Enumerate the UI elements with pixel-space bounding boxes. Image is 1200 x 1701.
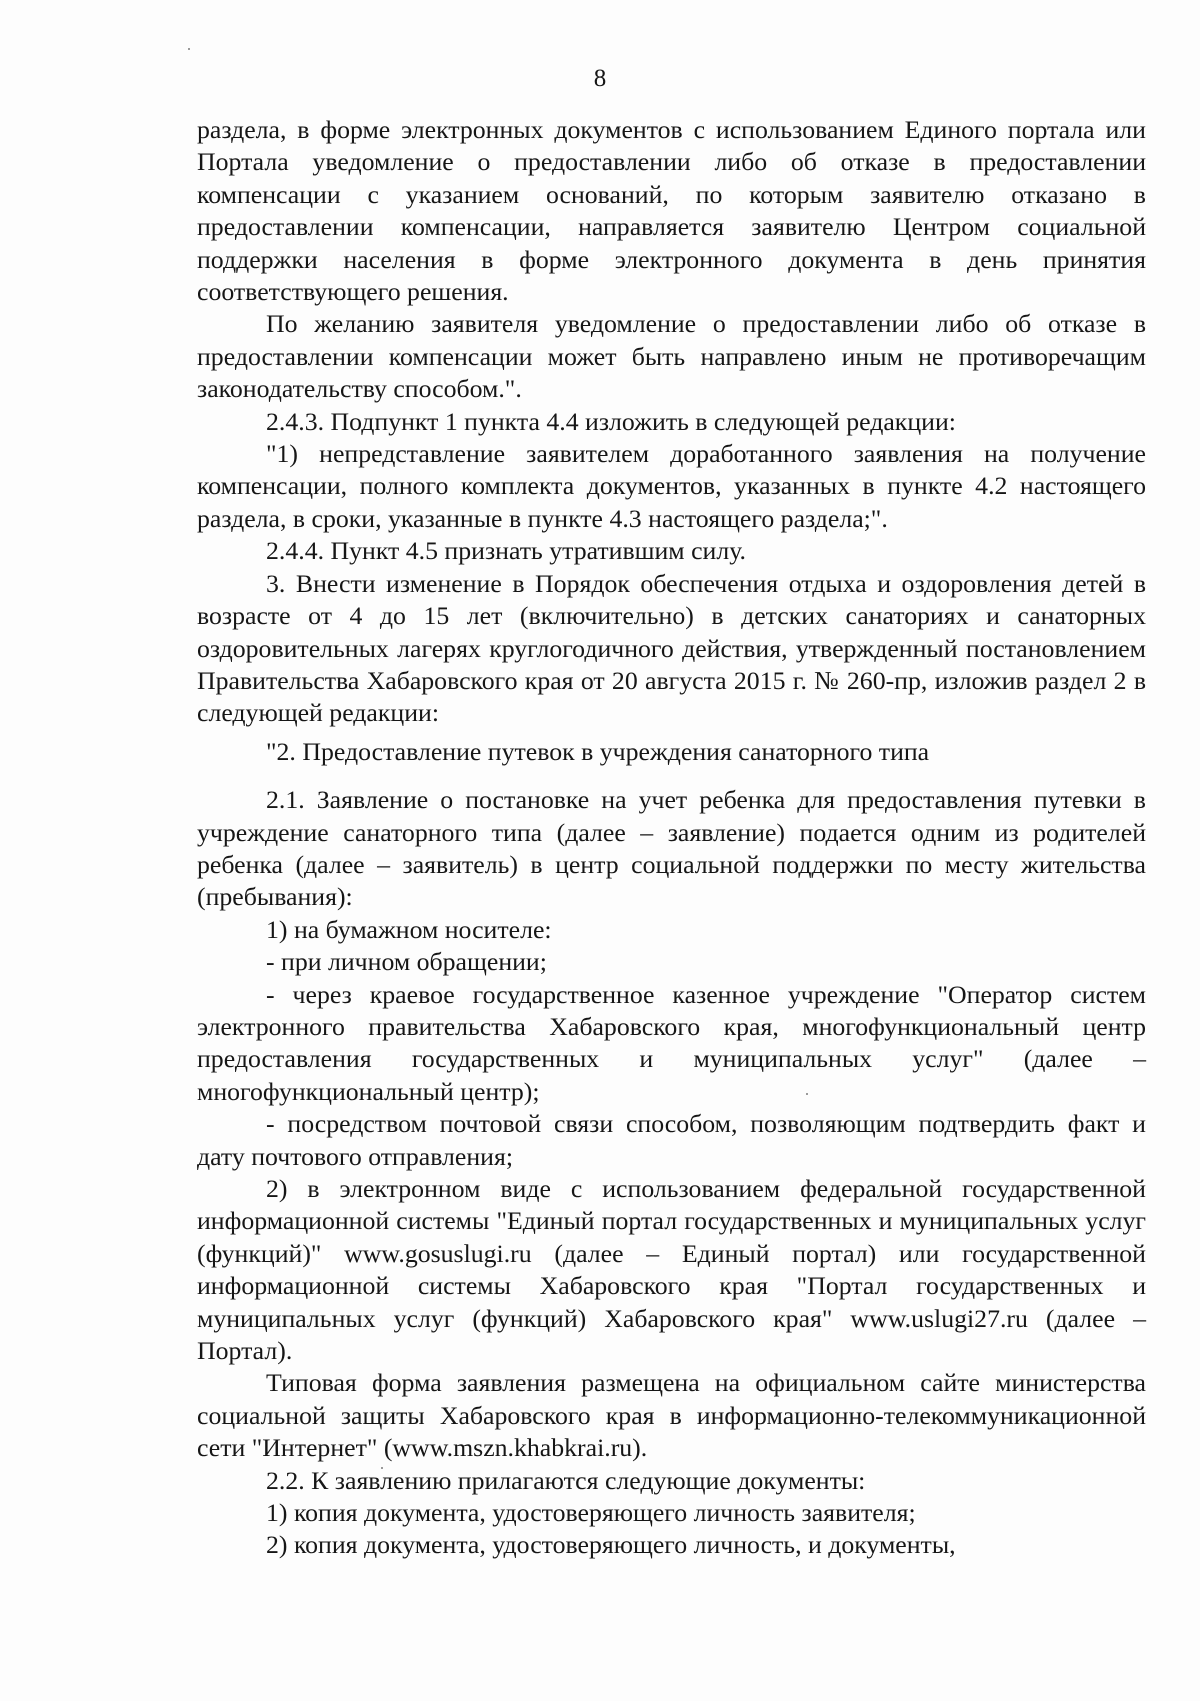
paragraph: 2.4.3. Подпункт 1 пункта 4.4 изложить в следующей редакции: — [266, 406, 956, 436]
page-number: 8 — [593, 65, 607, 92]
list-item: 2) копия документа, удостоверяющего личность, и документы, — [266, 1530, 956, 1560]
paragraph: "1) непредставление заявителем доработанного заявления на получение компенсации, полного комплекта документов, указанных в пункте 4.2 настоящего раздела, в сроки, указанные в пункте 4.3 настоящего раздела;". — [197, 439, 1146, 533]
list-item: - посредством почтовой связи способом, позволяющим подтвердить факт и дату почтового отправления; — [197, 1109, 1146, 1171]
list-item: - при личном обращении; — [266, 947, 547, 977]
list-item: - через краевое государственное казенное учреждение "Оператор систем электронного правительства Хабаровского края, многофункциональный центр предоставления государственных и муниципальных услуг" (далее – многофункциональный центр); — [197, 979, 1146, 1106]
scan-speck — [188, 48, 190, 50]
paragraph: 3. Внести изменение в Порядок обеспечения отдыха и оздоровления детей в возрасте от 4 до 15 лет (включительно) в детских санаториях и санаторных оздоровительных лагерях круглогодичного действия, утвержденный постановлением Правительства Хабаровского края от 20 августа 2015 г. № 260-пр, изложив раздел 2 в следующей редакции: — [197, 568, 1146, 728]
paragraph: По желанию заявителя уведомление о предоставлении либо об отказе в предоставлении компенсации может быть направлено иным не противоречащим законодательству способом.". — [197, 309, 1146, 404]
list-item: 1) копия документа, удостоверяющего личность заявителя; — [266, 1498, 916, 1528]
paragraph: 2.1. Заявление о постановке на учет ребенка для предоставления путевки в учреждение санаторного типа (далее – заявление) подается одним из родителей ребенка (далее – заявитель) в центр социальной поддержки по месту жительства (пребывания): — [197, 785, 1146, 912]
document-body — [197, 114, 1146, 1562]
paragraph: Типовая форма заявления размещена на официальном сайте министерства социальной защиты Хабаровского края в информационно-телекоммуникационной сети "Интернет" (www.mszn.khabkrai.ru). — [197, 1368, 1146, 1463]
list-item: 1) на бумажном носителе: — [266, 914, 552, 944]
paragraph: раздела, в форме электронных документов с использованием Единого портала или Портала уведомление о предоставлении либо об отказе в предоставлении компенсации с указанием оснований, по которым заявителю отказано в предоставлении компенсации, направляется заявителю Центром социальной поддержки населения в форме электронного документа в день принятия соответствующего решения. — [197, 115, 1146, 307]
paragraph: 2.4.4. Пункт 4.5 признать утратившим силу. — [266, 536, 746, 566]
paragraph: 2.2. К заявлению прилагаются следующие документы: — [266, 1465, 866, 1495]
list-item: 2) в электронном виде с использованием федеральной государственной информационной системы "Единый портал государственных и муниципальных услуг (функций)" www.gosuslugi.ru (далее – Единый портал) или государственной информационной системы Хабаровского края "Портал государственных и муниципальных услуг (функций) Хабаровского края" www.uslugi27.ru (далее – Портал). — [197, 1174, 1146, 1366]
section-heading: "2. Предоставление путевок в учреждения санаторного типа — [266, 736, 930, 766]
